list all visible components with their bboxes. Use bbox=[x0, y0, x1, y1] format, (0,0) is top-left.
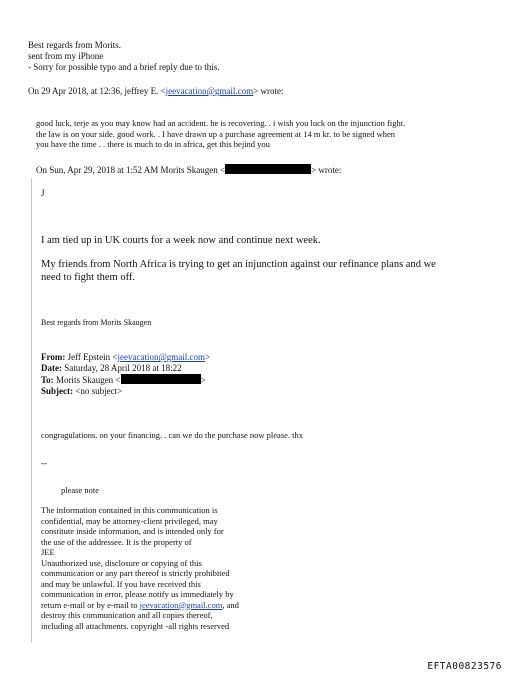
greeting: J bbox=[41, 188, 45, 198]
signoff: Best regards from Morits Skaugen bbox=[41, 318, 152, 327]
signature-line: - Sorry for possible typo and a brief reply due to this. bbox=[28, 62, 220, 72]
reply-header: On 29 Apr 2018, at 12:36, jeffrey E. <jeevacation@gmail.com> wrote: bbox=[28, 86, 284, 96]
email-header bbox=[41, 352, 210, 397]
disclaimer: The information contained in this communication is confidential, may be attorney-client privileged, may constitute inside information, and is intended only for the use of the addressee. It is the property of JEE Unauthorized use, disclosure or copying of this communication or any part thereof is strictly prohibited and may be unlawful. If you have received this communication in error, please notify us immediately by return e-mail or by e-mail to jeevacation@gmail.com, and destroy this communication and all copies thereof, including all attachments. copyright -all rights reserved bbox=[41, 505, 239, 631]
document-id: EFTA00823576 bbox=[427, 661, 502, 672]
from-line: From: Jeff Epstein <jeevacation@gmail.com> bbox=[41, 352, 211, 362]
signature-block bbox=[28, 40, 219, 73]
email-link[interactable]: jeevacation@gmail.com bbox=[139, 599, 223, 610]
signature-line: sent from my iPhone bbox=[28, 51, 104, 61]
reply-header: On Sun, Apr 29, 2018 at 1:52 AM Morits Skaugen < > wrote: bbox=[36, 165, 342, 175]
email-link[interactable]: jeevacation@gmail.com bbox=[165, 86, 254, 96]
redaction-bar bbox=[225, 164, 311, 174]
message-line: good luck, terje as you may know had an accident. he is recovering. . i wish you luck on the injunction fight. bbox=[36, 118, 406, 128]
message-paragraph: I am tied up in UK courts for a week now and continue next week. bbox=[41, 235, 321, 246]
signature-line: Best regards from Morits. bbox=[28, 40, 121, 50]
email-body: congragulations. on your financing. . can we do the purchase now please. thx bbox=[41, 430, 304, 440]
quoted-message bbox=[36, 118, 405, 150]
please-note: please note bbox=[61, 485, 99, 495]
message-line: you have the time . . there is much to do in africa, get this bejind you bbox=[36, 139, 270, 149]
message-line: the law is on your side. good work. . I have drawn up a purchase agreement at 14 m kr. to be signed when bbox=[36, 128, 396, 139]
subject-line: Subject: <no subject> bbox=[41, 386, 123, 396]
date-line: Date: Saturday, 28 April 2018 at 18:22 bbox=[41, 363, 182, 373]
signature-separator: -- bbox=[41, 458, 47, 468]
email-link[interactable]: jeevacation@gmail.com bbox=[117, 352, 205, 362]
to-line: To: Morits Skaugen < > bbox=[41, 375, 206, 385]
redaction-bar bbox=[121, 374, 201, 384]
quote-bar bbox=[31, 178, 32, 643]
message-paragraph: My friends from North Africa is trying to get an injunction against our refinance plans and we need to fight them off. bbox=[41, 259, 436, 283]
